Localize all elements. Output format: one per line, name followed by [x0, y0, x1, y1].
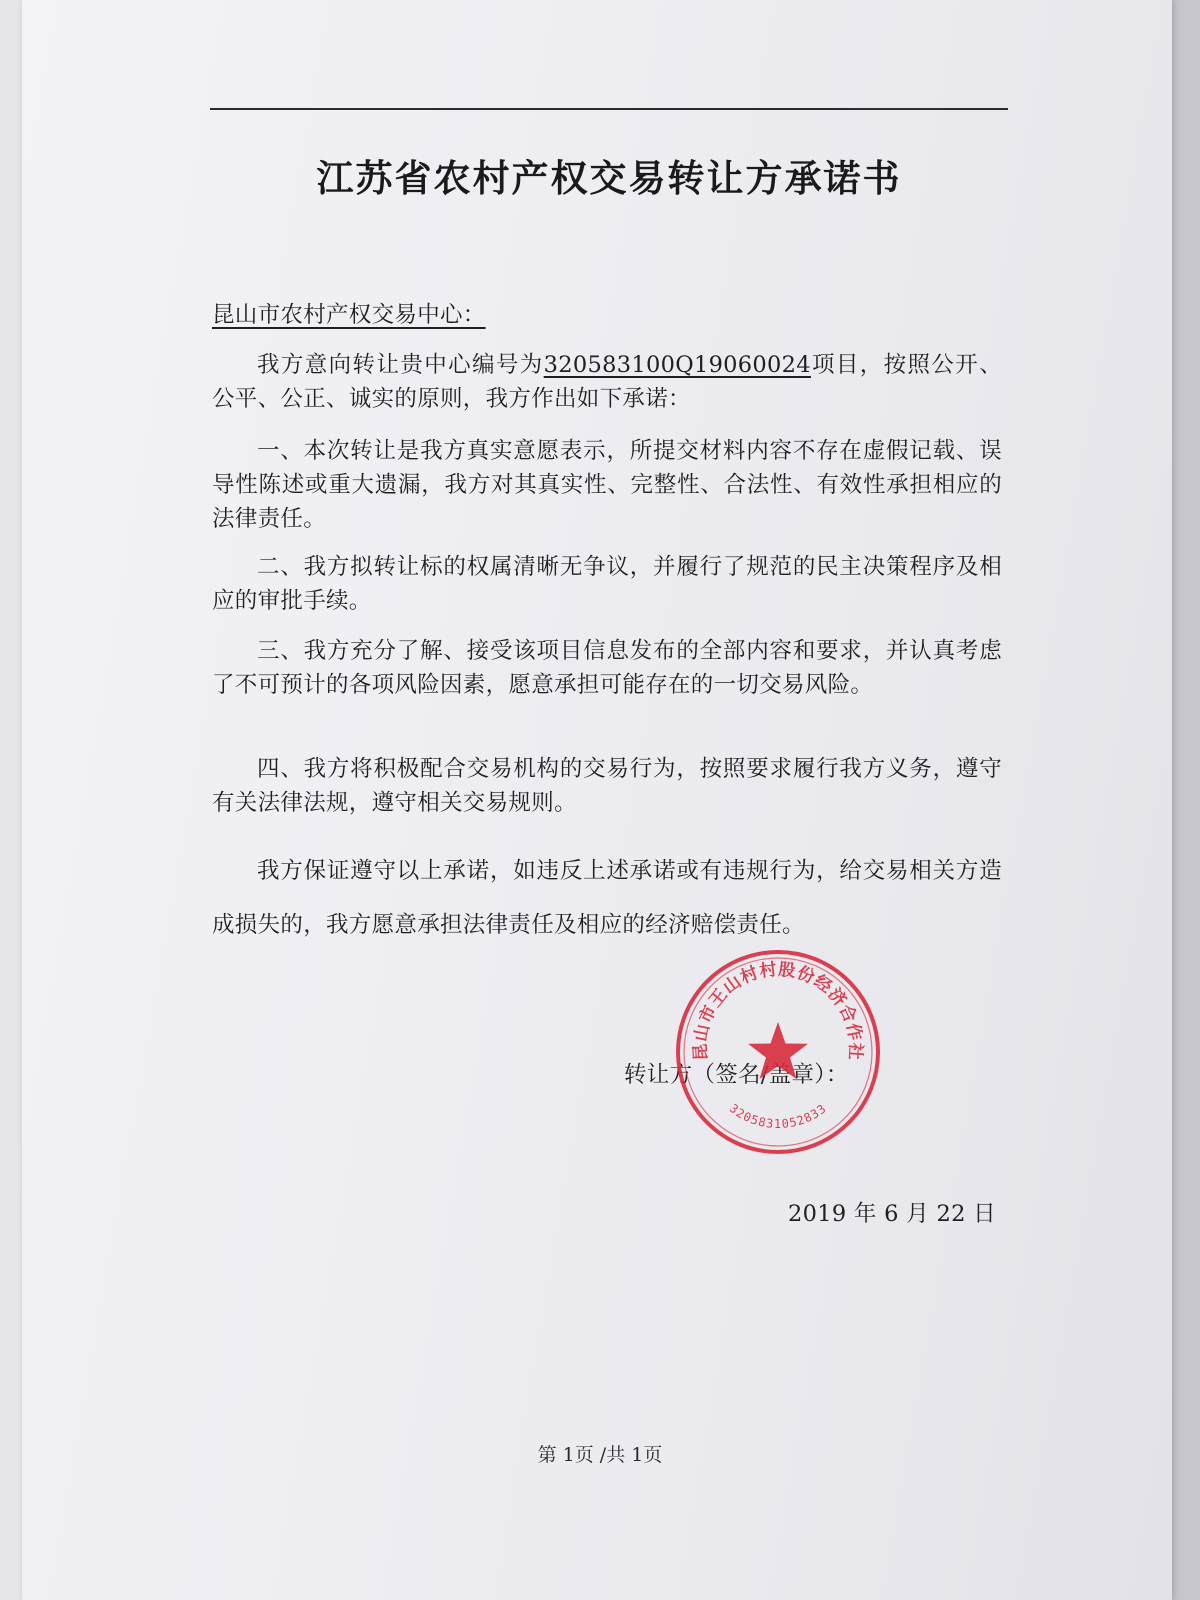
- signature-label: 转让方（签名/盖章）：: [624, 1062, 849, 1088]
- commitment-3: 三、我方充分了解、接受该项目信息发布的全部内容和要求，并认真考虑了不可预计的各项风险因素，愿意承担可能存在的一切交易风险。: [212, 638, 1002, 698]
- commitment-1: 一、本次转让是我方真实意愿表示，所提交材料内容不存在虚假记载、误导性陈述或重大遗漏，我方对其真实性、完整性、合法性、有效性承担相应的法律责任。: [212, 438, 1002, 532]
- commitment-2: 二、我方拟转让标的权属清晰无争议，并履行了规范的民主决策程序及相应的审批手续。: [212, 554, 1002, 614]
- document-date: 2019 年 6 月 22 日: [788, 1201, 996, 1227]
- seal-org-name-path: 昆山市王山村村股份经济合作社: [690, 959, 866, 1062]
- intro-paragraph: [212, 348, 1002, 416]
- addressee: 昆山市农村产权交易中心：: [212, 302, 486, 328]
- seal-star-icon: [748, 1022, 808, 1079]
- commitment-4: 四、我方将积极配合交易机构的交易行为，按照要求履行我方义务，遵守有关法律法规，遵守相关交易规则。: [212, 756, 1002, 816]
- header-rule: [210, 108, 1008, 110]
- intro-prefix: 我方意向转让贵中心编号为: [257, 352, 544, 378]
- page-footer: 第 1页 /共 1页: [537, 1444, 663, 1466]
- guarantee-paragraph: 我方保证遵守以上承诺，如违反上述承诺或有违规行为，给交易相关方造成损失的，我方愿意承担法律责任及相应的经济赔偿责任。: [212, 858, 1002, 938]
- seal-code-path: 3205831052833: [726, 1101, 830, 1132]
- seal-code: [727, 1101, 830, 1131]
- intro-suffix: 项目，按照公开、公平、公正、诚实的原则，我方作出如下承诺：: [212, 352, 1002, 412]
- project-number: 320583100Q19060024: [543, 352, 811, 378]
- official-seal-stamp: [672, 946, 884, 1158]
- document-title: 江苏省农村产权交易转让方承诺书: [316, 157, 902, 200]
